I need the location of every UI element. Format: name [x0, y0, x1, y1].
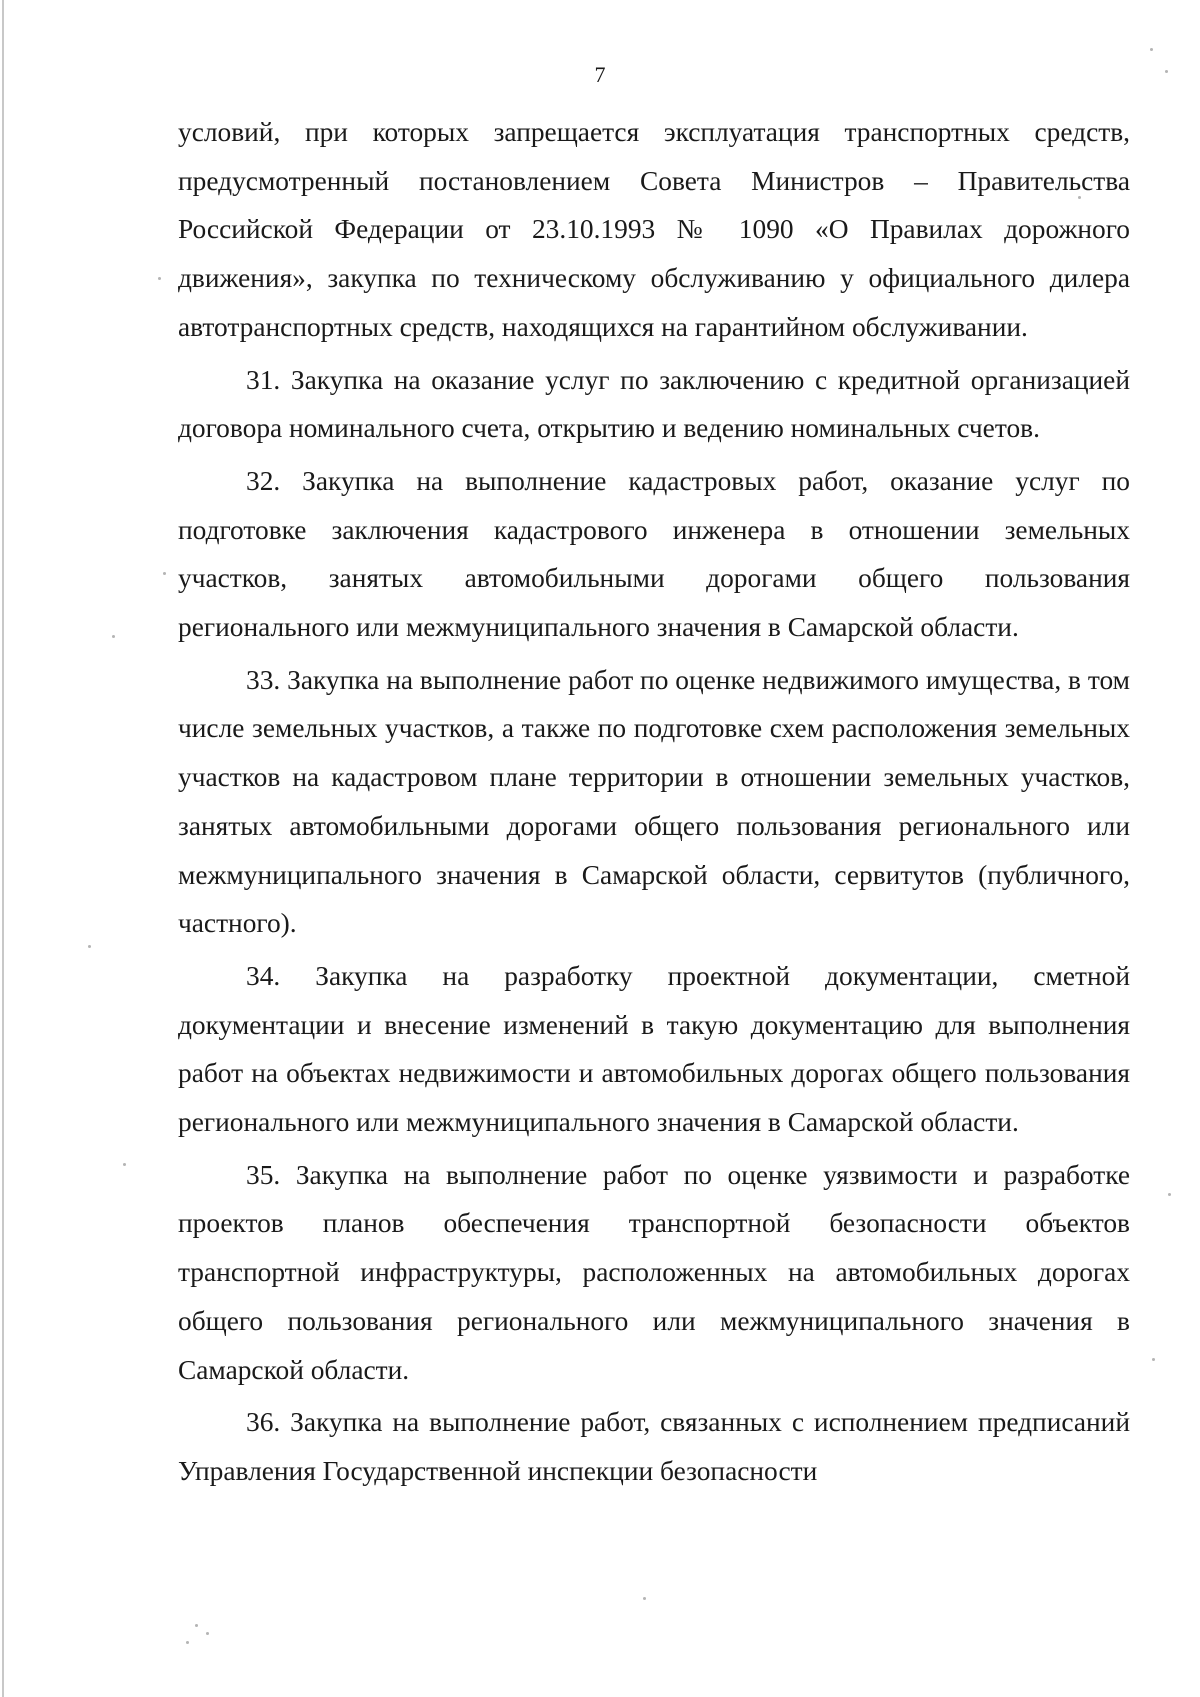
document-body — [178, 108, 1130, 1496]
scan-speck — [88, 945, 91, 948]
paragraph-30-continuation: условий, при которых запрещается эксплуатация транспортных средств, предусмотренный постановлением Совета Министров – Правительства Российской Федерации от 23.10.1993 № 1090 «О Правилах дорожного движения», закупка по техническому обслуживанию у официального дилера автотранспортных средств, находящихся на гарантийном обслуживании. — [178, 117, 1130, 342]
scan-speck — [163, 572, 166, 575]
scan-speck — [158, 277, 161, 280]
scan-speck — [123, 1163, 126, 1166]
scan-speck — [1078, 196, 1081, 199]
scan-speck — [1168, 1193, 1171, 1196]
page-number: 7 — [594, 62, 606, 87]
scan-speck — [186, 1641, 189, 1644]
paragraph-34: 34. Закупка на разработку проектной документации, сметной документации и внесение изменений в такую документацию для выполнения работ на объектах недвижимости и автомобильных дорогах общего пользования регионального или межмуниципального значения в Самарской области. — [178, 960, 1130, 1138]
scan-speck — [206, 1632, 209, 1635]
scan-speck — [1152, 1358, 1155, 1361]
scan-speck — [1165, 70, 1168, 73]
paragraph-33: 33. Закупка на выполнение работ по оценке недвижимого имущества, в том числе земельных участков, а также по подготовке схем расположения земельных участков на кадастровом плане территории в отношении земельных участков, занятых автомобильными дорогами общего пользования регионального или межмуниципального значения в Самарской области, сервитутов (публичного, частного). — [178, 664, 1130, 939]
paragraph-36: 36. Закупка на выполнение работ, связанных с исполнением предписаний Управления Государственной инспекции безопасности — [178, 1407, 1130, 1486]
scan-speck — [112, 635, 115, 638]
scan-edge-line — [2, 0, 4, 1697]
paragraph-31: 31. Закупка на оказание услуг по заключению с кредитной организацией договора номинального счета, открытию и ведению номинальных счетов. — [178, 364, 1130, 444]
scan-speck — [1150, 48, 1153, 51]
scan-speck — [643, 1597, 646, 1600]
scan-speck — [195, 1624, 198, 1627]
paragraph-32: 32. Закупка на выполнение кадастровых работ, оказание услуг по подготовке заключения кадастрового инженера в отношении земельных участков, занятых автомобильными дорогами общего пользования регионального или межмуниципального значения в Самарской области. — [178, 465, 1130, 643]
paragraph-35: 35. Закупка на выполнение работ по оценке уязвимости и разработке проектов планов обеспечения транспортной безопасности объектов транспортной инфраструктуры, расположенных на автомобильных дорогах общего пользования регионального или межмуниципального значения в Самарской области. — [178, 1159, 1130, 1385]
